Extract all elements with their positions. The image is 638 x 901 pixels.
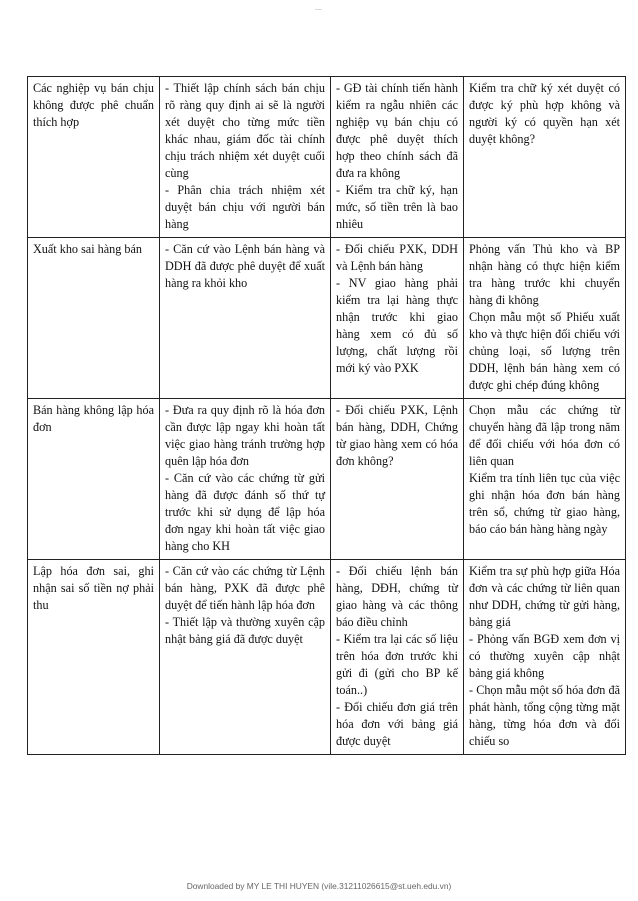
page-header-mark: — [315, 6, 323, 13]
table-row [28, 399, 626, 560]
table-row [28, 238, 626, 399]
procedure-cell: - Đối chiếu PXK, DDH và Lệnh bán hàng - NV giao hàng phải kiểm tra lại hàng thực nhận trước khi giao hàng xem có đủ số lượng, chất lượng rồi mới ký vào PXK [331, 238, 464, 399]
control-procedures-table [27, 76, 626, 755]
table-row [28, 560, 626, 755]
procedure-cell: - Đối chiếu PXK, Lệnh bán hàng, DDH, Chứng từ giao hàng xem có hóa đơn không? [331, 399, 464, 560]
audit-test-cell: Chọn mẫu các chứng từ chuyển hàng đã lập trong năm để đối chiếu với hóa đơn có liên quan Kiểm tra tính liên tục của việc ghi nhận hóa đơn bán hàng trên sổ, chứng từ giao hàng, báo cáo bán hàng hàng ngày [464, 399, 626, 560]
download-footer: Downloaded by MY LE THI HUYEN (vile.31211026615@st.ueh.edu.vn) [186, 881, 452, 891]
control-cell: - Căn cứ vào các chứng từ Lệnh bán hàng, PXK đã được phê duyệt để tiến hành lập hóa đơn - Thiết lập và thường xuyên cập nhật bảng giá đã được duyệt [160, 560, 331, 755]
table-row [28, 77, 626, 238]
audit-test-cell: Kiểm tra chữ ký xét duyệt có được ký phù hợp không và người ký có quyền hạn xét duyệt không? [464, 77, 626, 238]
audit-test-cell: Kiểm tra sự phù hợp giữa Hóa đơn và các chứng từ liên quan như DDH, chứng từ gửi hàng, bảng giá - Phỏng vấn BGĐ xem đơn vị có thường xuyên cập nhật bảng giá không - Chọn mẫu một số hóa đơn đã phát hành, tổng cộng từng mặt hàng, từng hóa đơn và đối chiếu so [464, 560, 626, 755]
procedure-cell: - GĐ tài chính tiến hành kiểm ra ngẫu nhiên các nghiệp vụ bán chịu có được phê duyệt thích hợp theo chính sách đã đưa ra không - Kiểm tra chữ ký, hạn mức, số tiền trên là bao nhiêu [331, 77, 464, 238]
risk-cell: Các nghiệp vụ bán chịu không được phê chuẩn thích hợp [28, 77, 160, 238]
risk-cell: Bán hàng không lập hóa đơn [28, 399, 160, 560]
control-cell: - Thiết lập chính sách bán chịu rõ ràng quy định ai sẽ là người xét duyệt cho từng mức tiền khác nhau, giám đốc tài chính chịu trách nhiệm xét duyệt cuối cùng - Phân chia trách nhiệm xét duyệt bán chịu với người bán hàng [160, 77, 331, 238]
audit-test-cell: Phỏng vấn Thủ kho và BP nhận hàng có thực hiện kiểm tra hàng trước khi chuyển hàng đi không Chọn mẫu một số Phiếu xuất kho và thực hiện đối chiếu với chủng loại, số lượng trên DDH, lệnh bán hàng xem có được ghi chép đúng không [464, 238, 626, 399]
risk-cell: Xuất kho sai hàng bán [28, 238, 160, 399]
risk-cell: Lập hóa đơn sai, ghi nhận sai số tiền nợ phải thu [28, 560, 160, 755]
control-cell: - Căn cứ vào Lệnh bán hàng và DDH đã được phê duyệt để xuất hàng ra khỏi kho [160, 238, 331, 399]
procedure-cell: - Đối chiếu lệnh bán hàng, DĐH, chứng từ giao hàng và các thông báo điều chỉnh - Kiểm tra lại các số liệu trên hóa đơn trước khi gửi đi (gửi cho BP kế toán..) - Đối chiếu đơn giá trên hóa đơn với bảng giá được duyệt [331, 560, 464, 755]
control-cell: - Đưa ra quy định rõ là hóa đơn cần được lập ngay khi hoàn tất việc giao hàng tránh trường hợp quên lập hóa đơn - Căn cứ vào các chứng từ gửi hàng đã được đánh số thứ tự trước khi sử dụng để lập hóa đơn ngay khi hoàn tất việc giao hàng cho KH [160, 399, 331, 560]
